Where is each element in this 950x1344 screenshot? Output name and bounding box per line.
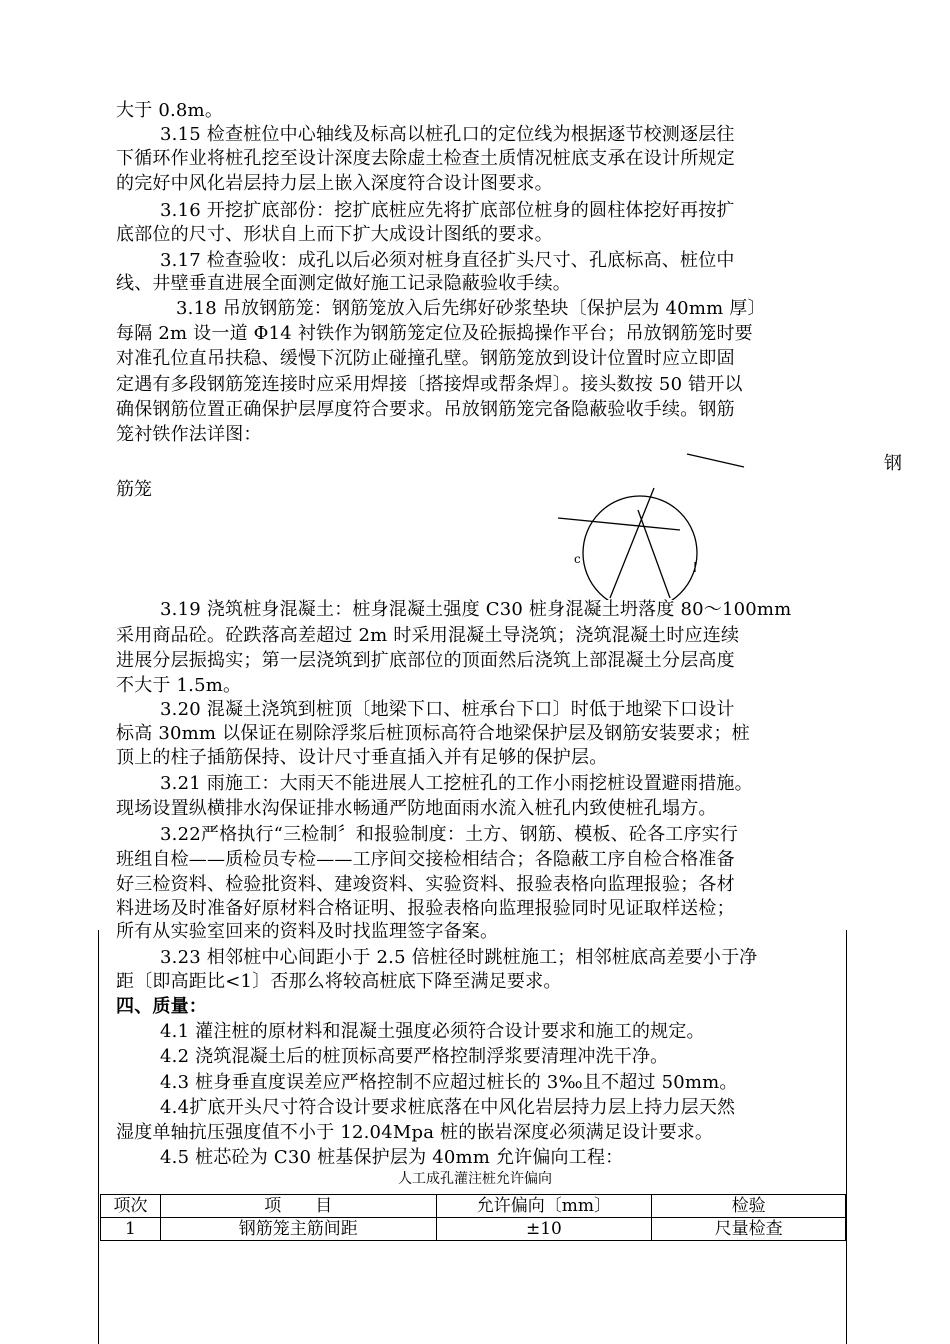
text-line: 底部位的尺寸、形状自上而下扩大成设计图纸的要求。 — [116, 224, 553, 245]
clause-3-22: 3.22严格执行“三检制〞和报验制度：土方、钢筋、模板、砼各工序实行 — [160, 824, 739, 845]
cage-circle — [583, 496, 697, 600]
header-cell: 允许偏向〔mm〕 — [436, 1195, 652, 1218]
table-header-row — [101, 1195, 846, 1218]
text-line: 大于 0.8m。 — [116, 100, 224, 121]
section-heading-quality: 四、质量： — [116, 996, 207, 1017]
table-row — [101, 1218, 846, 1241]
table-cell: ±10 — [436, 1218, 652, 1241]
text-line: 顶上的柱子插筋保持、设计尺寸垂直插入并有足够的保护层。 — [116, 747, 608, 768]
header-cell: 项 目 — [160, 1195, 436, 1218]
text-line: 每隔 2m 设一道 Φ14 衬铁作为钢筋笼定位及砼振捣操作平台；吊放钢筋笼时要 — [116, 323, 753, 344]
header-cell: 检验 — [652, 1195, 846, 1218]
text-line: 料进场及时准备好原材料合格证明、报验表格向监理报验同时见证取样送检； — [116, 898, 735, 919]
table-cell: 1 — [101, 1218, 161, 1241]
frame-left — [98, 930, 99, 1344]
quality-4-4: 4.4扩底开头尺寸符合设计要求桩底落在中风化岩层持力层上持力层天然 — [160, 1097, 736, 1118]
figure-small-label: c — [574, 552, 581, 566]
header-cell: 项次 — [101, 1195, 161, 1218]
leader-line — [687, 454, 744, 467]
text-line: 进展分层振捣实；第一层浇筑到扩底部位的顶面然后浇筑上部混凝土分层高度 — [116, 650, 735, 671]
quality-4-5: 4.5 桩芯砼为 C30 桩基保护层为 40mm 允许偏向工程： — [160, 1147, 624, 1168]
text-line: 标高 30mm 以保证在剔除浮浆后桩顶标高符合地梁保护层及钢筋安装要求；桩 — [116, 723, 750, 744]
text-line: 对准孔位直吊扶稳、缓慢下沉防止碰撞孔壁。钢筋笼放到设计位置时应立即固 — [116, 348, 735, 369]
text-line: 班组自检——质检员专检——工序间交接检相结合；各隐蔽工序自检合格准备 — [116, 849, 735, 870]
clause-3-17: 3.17 检查验收：成孔以后必须对桩身直径扩头尺寸、孔底标高、桩位中 — [160, 250, 735, 271]
spacer-line — [610, 488, 654, 598]
quality-4-3: 4.3 桩身垂直度误差应严格控制不应超过桩长的 3‰且不超过 50mm。 — [160, 1072, 738, 1093]
clause-3-20: 3.20 混凝土浇筑到桩顶〔地梁下口、桩承台下口〕时低于地梁下口设计 — [160, 699, 735, 720]
table-cell: 钢筋笼主筋间距 — [160, 1218, 436, 1241]
text-line: 的完好中风化岩层持力层上嵌入深度符合设计图要求。 — [116, 173, 553, 194]
text-line: 确保钢筋位置正确保护层厚度符合要求。吊放钢筋笼完备隐蔽验收手续。钢筋 — [116, 399, 735, 420]
text-line: 线、井壁垂直进展全面测定做好施工记录隐蔽验收手续。 — [116, 273, 571, 294]
text-line: 现场设置纵横排水沟保证排水畅通严防地面雨水流入桩孔内致使桩孔塌方。 — [116, 798, 717, 819]
table-cell: 尺量检查 — [652, 1218, 846, 1241]
frame-right — [846, 930, 847, 1344]
clause-3-18: 3.18 吊放钢筋笼：钢筋笼放入后先绑好砂浆垫块〔保护层为 40mm 厚〕 — [176, 298, 766, 319]
text-line: 定遇有多段钢筋笼连接时应采用焊接〔搭接焊或帮条焊〕。接头数按 50 错开以 — [116, 374, 743, 395]
clause-3-16: 3.16 开挖扩底部份：挖扩底桩应先将扩底部位桩身的圆柱体挖好再按扩 — [160, 200, 735, 221]
spacer-line — [638, 510, 670, 598]
text-line: 笼衬铁作法详图： — [116, 424, 262, 445]
text-line: 不大于 1.5m。 — [116, 675, 242, 696]
clause-3-23: 3.23 相邻桩中心间距小于 2.5 倍桩径时跳桩施工；相邻桩底高差要小于净 — [160, 947, 758, 968]
text-line: 湿度单轴抗压强度值不小于 12.04Mpa 桩的嵌岩深度必须满足设计要求。 — [116, 1122, 714, 1143]
rebar-cage-diagram — [550, 450, 750, 600]
spacer-line — [558, 518, 680, 530]
text-line: 距〔即高距比<1〕否那么将较高桩底下降至满足要求。 — [116, 971, 562, 992]
deviation-table — [100, 1194, 846, 1241]
table-caption: 人工成孔灌注桩允许偏向 — [398, 1171, 552, 1187]
figure-label-left: 筋笼 — [116, 479, 152, 500]
text-line: 采用商品砼。砼跌落高差超过 2m 时采用混凝土导浇筑；浇筑混凝土时应连续 — [116, 625, 740, 646]
text-line: 好三检资料、检验批资料、建竣资料、实验资料、报验表格向监理报验；各材 — [116, 874, 735, 895]
figure-label-right: 钢 — [884, 453, 902, 474]
text-line: 所有从实验室回来的资料及时找监理签字备案。 — [116, 921, 499, 942]
quality-4-1: 4.1 灌注桩的原材料和混凝土强度必须符合设计要求和施工的规定。 — [160, 1021, 705, 1042]
clause-3-19: 3.19 浇筑桩身混凝土：桩身混凝土强度 C30 桩身混凝土坍落度 80～100mm — [160, 599, 792, 620]
clause-3-15: 3.15 检查桩位中心轴线及标高以桩孔口的定位线为根据逐节校测逐层往 — [160, 124, 735, 145]
clause-3-21: 3.21 雨施工：大雨天不能进展人工挖桩孔的工作小雨挖桩设置避雨措施。 — [160, 773, 753, 794]
text-line: 下循环作业将桩孔挖至设计深度去除虚土检查土质情况桩底支承在设计所规定 — [116, 148, 735, 169]
quality-4-2: 4.2 浇筑混凝土后的桩顶标高要严格控制浮浆要清理冲洗干净。 — [160, 1046, 669, 1067]
